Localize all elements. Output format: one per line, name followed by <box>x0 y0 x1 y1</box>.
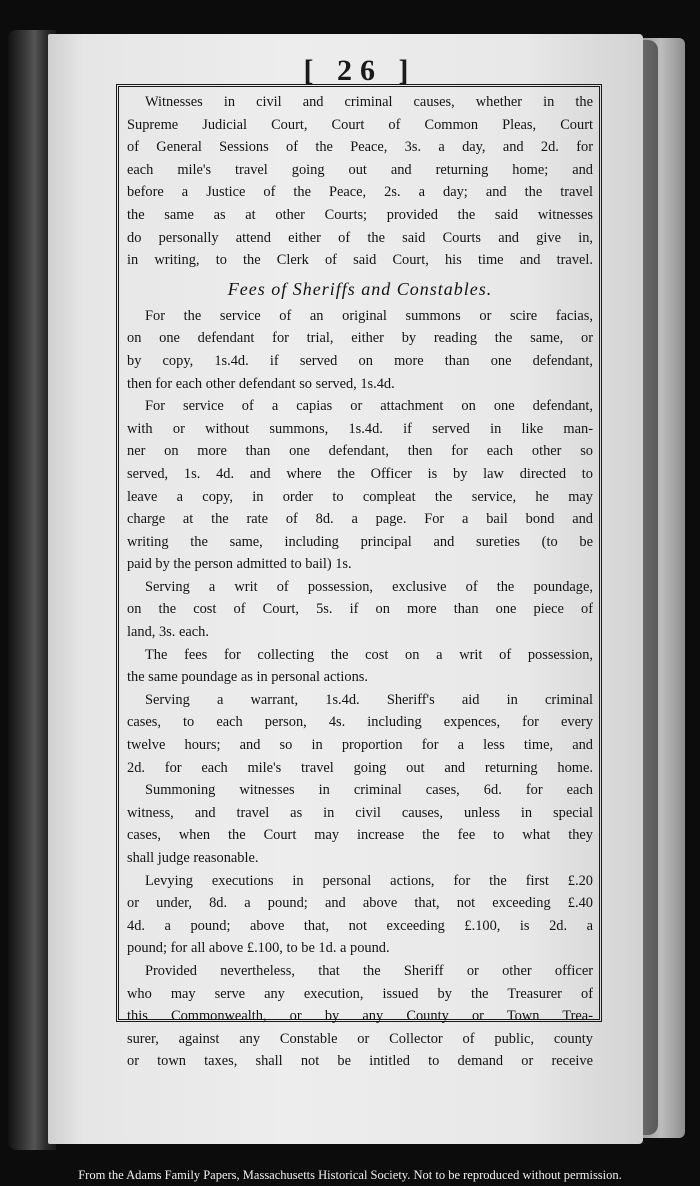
text-line: 2d. for each mile's travel going out and returning home. <box>127 759 593 776</box>
text-line: charge at the rate of 8d. a page. For a bail bond and <box>127 511 593 528</box>
text-line: in writing, to the Clerk of said Court, his time and travel. <box>127 252 593 269</box>
text-line: cases, when the Court may increase the fee to what they <box>127 827 593 844</box>
text-line: witness, and travel as in civil causes, unless in special <box>127 804 593 821</box>
copyright-footer: From the Adams Family Papers, Massachusetts Historical Society. Not to be reproduced without permission. <box>78 1168 622 1182</box>
text-line: this Commonwealth, or by any County or Town Trea- <box>127 1008 593 1025</box>
text-line: 4d. a pound; above that, not exceeding £.100, is 2d. a <box>127 917 593 934</box>
text-line: Levying executions in personal actions, for the first £.20 <box>145 872 593 889</box>
text-line: shall judge reasonable. <box>127 850 259 866</box>
text-line: leave a copy, in order to compleat the service, he may <box>127 488 593 505</box>
text-line: For service of a capias or attachment on one defendant, <box>145 398 593 415</box>
text-line: paid by the person admitted to bail) 1s. <box>127 556 352 573</box>
text-line: Provided nevertheless, that the Sheriff or other officer <box>145 962 593 979</box>
text-line: Witnesses in civil and criminal causes, whether in the <box>145 94 593 110</box>
text-line: Serving a writ of possession, exclusive of the poundage, <box>145 578 593 595</box>
text-line: each mile's travel going out and returning home; and <box>127 161 593 178</box>
text-line: on one defendant for trial, either by reading the same, or <box>127 330 593 347</box>
text-line: Supreme Judicial Court, Court of Common Pleas, Court <box>127 116 593 133</box>
text-line: with or without summons, 1s.4d. if served in like man- <box>127 420 593 437</box>
text-block-after-heading <box>127 305 593 1073</box>
page-number: [ 26 ] <box>303 54 417 87</box>
text-line: then for each other defendant so served, 1s.4d. <box>127 375 395 392</box>
text-line: ner on more than one defendant, then for each other so <box>127 443 593 460</box>
text-line: or town taxes, shall not be intitled to demand or receive <box>127 1053 593 1070</box>
text-line: cases, to each person, 4s. including expences, for every <box>127 714 593 731</box>
text-line: served, 1s. 4d. and where the Officer is by law directed to <box>127 465 593 482</box>
text-line: or under, 8d. a pound; and above that, not exceeding £.40 <box>127 895 593 912</box>
text-line: For the service of an original summons or scire facias, <box>145 307 593 324</box>
text-line: by copy, 1s.4d. if served on more than one defendant, <box>127 352 593 369</box>
text-line: the same as at other Courts; provided the said witnesses <box>127 206 593 223</box>
text-line: land, 3s. each. <box>127 624 209 641</box>
text-block-before-heading <box>127 91 593 272</box>
text-line: twelve hours; and so in proportion for a less time, and <box>127 737 593 754</box>
text-line: before a Justice of the Peace, 2s. a day; and the travel <box>127 184 593 201</box>
text-line: surer, against any Constable or Collector of public, county <box>127 1030 593 1047</box>
text-line: of General Sessions of the Peace, 3s. a day, and 2d. for <box>127 139 593 156</box>
text-line: who may serve any execution, issued by the Treasurer of <box>127 985 593 1002</box>
section-heading: Fees of Sheriffs and Constables. <box>227 278 493 299</box>
text-line: pound; for all above £.100, to be 1d. a pound. <box>127 940 390 957</box>
text-line: on the cost of Court, 5s. if on more than one piece of <box>127 601 593 618</box>
text-line: The fees for collecting the cost on a writ of possession, <box>145 646 593 663</box>
text-line: writing the same, including principal and sureties (to be <box>127 533 593 550</box>
text-line: Serving a warrant, 1s.4d. Sheriff's aid in criminal <box>145 691 593 708</box>
text-line: the same poundage as in personal actions. <box>127 669 368 686</box>
text-line: Summoning witnesses in criminal cases, 6d. for each <box>145 782 593 799</box>
text-line: do personally attend either of the said Courts and give in, <box>127 229 593 246</box>
text-frame <box>116 84 602 1070</box>
